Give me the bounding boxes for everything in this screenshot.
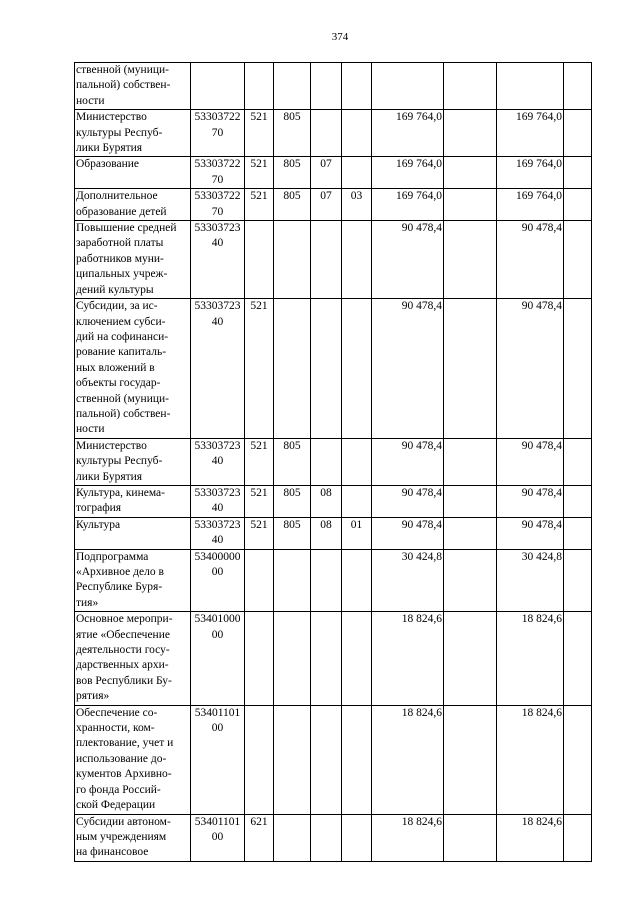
amount-extra-cell	[564, 110, 592, 157]
section-cell	[311, 221, 342, 299]
amount-federal-cell	[444, 221, 497, 299]
expense-type-cell: 621	[245, 814, 274, 861]
amount-extra-cell	[564, 189, 592, 221]
amount-federal-cell	[444, 189, 497, 221]
target-article-cell: 53303723 40	[191, 221, 245, 299]
amount-republic-cell: 90 478,4	[497, 438, 564, 485]
item-name-cell: Министерство культуры Респуб- лики Бурятия	[75, 110, 191, 157]
section-cell	[311, 814, 342, 861]
target-article-cell: 53303723 40	[191, 485, 245, 517]
amount-federal-cell	[444, 157, 497, 189]
amount-federal-cell	[444, 299, 497, 439]
table-row	[75, 705, 592, 814]
amount-total-cell: 169 764,0	[372, 189, 444, 221]
expense-type-cell: 521	[245, 485, 274, 517]
ministry-code-cell	[274, 299, 311, 439]
subsection-cell	[342, 438, 372, 485]
table-row	[75, 299, 592, 439]
subsection-cell	[342, 485, 372, 517]
subsection-cell	[342, 612, 372, 705]
amount-federal-cell	[444, 485, 497, 517]
amount-federal-cell	[444, 438, 497, 485]
expense-type-cell: 521	[245, 438, 274, 485]
expense-type-cell	[245, 221, 274, 299]
section-cell	[311, 549, 342, 612]
ministry-code-cell	[274, 63, 311, 110]
section-cell	[311, 612, 342, 705]
item-name-cell: Культура, кинема- тография	[75, 485, 191, 517]
target-article-cell: 53303722 70	[191, 110, 245, 157]
target-article-cell: 53401000 00	[191, 612, 245, 705]
amount-republic-cell: 18 824,6	[497, 705, 564, 814]
amount-federal-cell	[444, 705, 497, 814]
table-row	[75, 438, 592, 485]
section-cell	[311, 299, 342, 439]
amount-extra-cell	[564, 705, 592, 814]
table-row	[75, 814, 592, 861]
table-row	[75, 221, 592, 299]
amount-total-cell: 18 824,6	[372, 705, 444, 814]
section-cell: 07	[311, 189, 342, 221]
table-row	[75, 189, 592, 221]
item-name-cell: Субсидии автоном- ным учреждениям на финансовое	[75, 814, 191, 861]
subsection-cell: 03	[342, 189, 372, 221]
amount-total-cell: 30 424,8	[372, 549, 444, 612]
expense-type-cell: 521	[245, 189, 274, 221]
section-cell: 08	[311, 517, 342, 549]
subsection-cell	[342, 705, 372, 814]
table-row	[75, 549, 592, 612]
expense-type-cell: 521	[245, 157, 274, 189]
amount-republic-cell: 90 478,4	[497, 299, 564, 439]
amount-federal-cell	[444, 63, 497, 110]
ministry-code-cell	[274, 705, 311, 814]
item-name-cell: Подпрограмма «Архивное дело в Республике Буря- тия»	[75, 549, 191, 612]
section-cell	[311, 705, 342, 814]
table-row	[75, 110, 592, 157]
amount-total-cell: 18 824,6	[372, 612, 444, 705]
amount-extra-cell	[564, 814, 592, 861]
amount-total-cell: 169 764,0	[372, 110, 444, 157]
target-article-cell: 53303723 40	[191, 438, 245, 485]
table-body	[75, 63, 592, 862]
ministry-code-cell: 805	[274, 438, 311, 485]
subsection-cell	[342, 814, 372, 861]
subsection-cell	[342, 221, 372, 299]
table-row	[75, 517, 592, 549]
amount-republic-cell: 169 764,0	[497, 189, 564, 221]
amount-total-cell: 90 478,4	[372, 517, 444, 549]
expense-type-cell	[245, 63, 274, 110]
ministry-code-cell: 805	[274, 157, 311, 189]
amount-extra-cell	[564, 299, 592, 439]
amount-extra-cell	[564, 485, 592, 517]
section-cell: 08	[311, 485, 342, 517]
target-article-cell: 53400000 00	[191, 549, 245, 612]
amount-federal-cell	[444, 814, 497, 861]
amount-extra-cell	[564, 612, 592, 705]
section-cell	[311, 438, 342, 485]
amount-republic-cell: 18 824,6	[497, 814, 564, 861]
amount-total-cell: 18 824,6	[372, 814, 444, 861]
target-article-cell: 53401101 00	[191, 814, 245, 861]
amount-republic-cell: 18 824,6	[497, 612, 564, 705]
target-article-cell: 53303723 40	[191, 299, 245, 439]
amount-republic-cell: 169 764,0	[497, 157, 564, 189]
subsection-cell	[342, 157, 372, 189]
expense-type-cell: 521	[245, 299, 274, 439]
amount-extra-cell	[564, 549, 592, 612]
amount-federal-cell	[444, 612, 497, 705]
amount-extra-cell	[564, 63, 592, 110]
amount-republic-cell: 90 478,4	[497, 221, 564, 299]
amount-total-cell: 90 478,4	[372, 438, 444, 485]
table-row	[75, 612, 592, 705]
expense-type-cell	[245, 705, 274, 814]
ministry-code-cell: 805	[274, 189, 311, 221]
amount-total-cell: 90 478,4	[372, 485, 444, 517]
amount-federal-cell	[444, 517, 497, 549]
target-article-cell: 53303722 70	[191, 189, 245, 221]
amount-total-cell: 169 764,0	[372, 157, 444, 189]
item-name-cell: Основное меропри- ятие «Обеспечение деятельности госу- дарственных архи- вов Республики Бу- рятия»	[75, 612, 191, 705]
amount-federal-cell	[444, 110, 497, 157]
amount-extra-cell	[564, 438, 592, 485]
table-row	[75, 63, 592, 110]
item-name-cell: Субсидии, за ис- ключением субси- дий на софинанси- рование капиталь- ных вложений в объекты государ- ственной (муници- пальной) собствен- ности	[75, 299, 191, 439]
amount-extra-cell	[564, 221, 592, 299]
amount-total-cell: 90 478,4	[372, 299, 444, 439]
subsection-cell	[342, 63, 372, 110]
amount-republic-cell: 169 764,0	[497, 110, 564, 157]
subsection-cell	[342, 549, 372, 612]
table-row	[75, 157, 592, 189]
target-article-cell	[191, 63, 245, 110]
amount-federal-cell	[444, 549, 497, 612]
item-name-cell: Обеспечение со- хранности, ком- плектование, учет и использование до- кументов Архивно- го фонда Россий- ской Федерации	[75, 705, 191, 814]
item-name-cell: Дополнительное образование детей	[75, 189, 191, 221]
expense-type-cell	[245, 612, 274, 705]
amount-republic-cell	[497, 63, 564, 110]
item-name-cell: Образование	[75, 157, 191, 189]
target-article-cell: 53303723 40	[191, 517, 245, 549]
amount-total-cell	[372, 63, 444, 110]
ministry-code-cell: 805	[274, 110, 311, 157]
section-cell	[311, 110, 342, 157]
subsection-cell: 01	[342, 517, 372, 549]
amount-extra-cell	[564, 157, 592, 189]
subsection-cell	[342, 110, 372, 157]
budget-table	[74, 62, 592, 862]
table-row	[75, 485, 592, 517]
ministry-code-cell	[274, 221, 311, 299]
ministry-code-cell: 805	[274, 517, 311, 549]
amount-republic-cell: 30 424,8	[497, 549, 564, 612]
expense-type-cell	[245, 549, 274, 612]
target-article-cell: 53401101 00	[191, 705, 245, 814]
section-cell	[311, 63, 342, 110]
item-name-cell: Повышение средней заработной платы работников муни- ципальных учреж- дений культуры	[75, 221, 191, 299]
ministry-code-cell	[274, 612, 311, 705]
amount-total-cell: 90 478,4	[372, 221, 444, 299]
page-number: 374	[331, 31, 349, 43]
item-name-cell: Культура	[75, 517, 191, 549]
section-cell: 07	[311, 157, 342, 189]
ministry-code-cell: 805	[274, 485, 311, 517]
expense-type-cell: 521	[245, 110, 274, 157]
amount-extra-cell	[564, 517, 592, 549]
item-name-cell: Министерство культуры Респуб- лики Бурятия	[75, 438, 191, 485]
ministry-code-cell	[274, 814, 311, 861]
expense-type-cell: 521	[245, 517, 274, 549]
item-name-cell: ственной (муници- пальной) собствен- ности	[75, 63, 191, 110]
subsection-cell	[342, 299, 372, 439]
amount-republic-cell: 90 478,4	[497, 485, 564, 517]
target-article-cell: 53303722 70	[191, 157, 245, 189]
ministry-code-cell	[274, 549, 311, 612]
amount-republic-cell: 90 478,4	[497, 517, 564, 549]
